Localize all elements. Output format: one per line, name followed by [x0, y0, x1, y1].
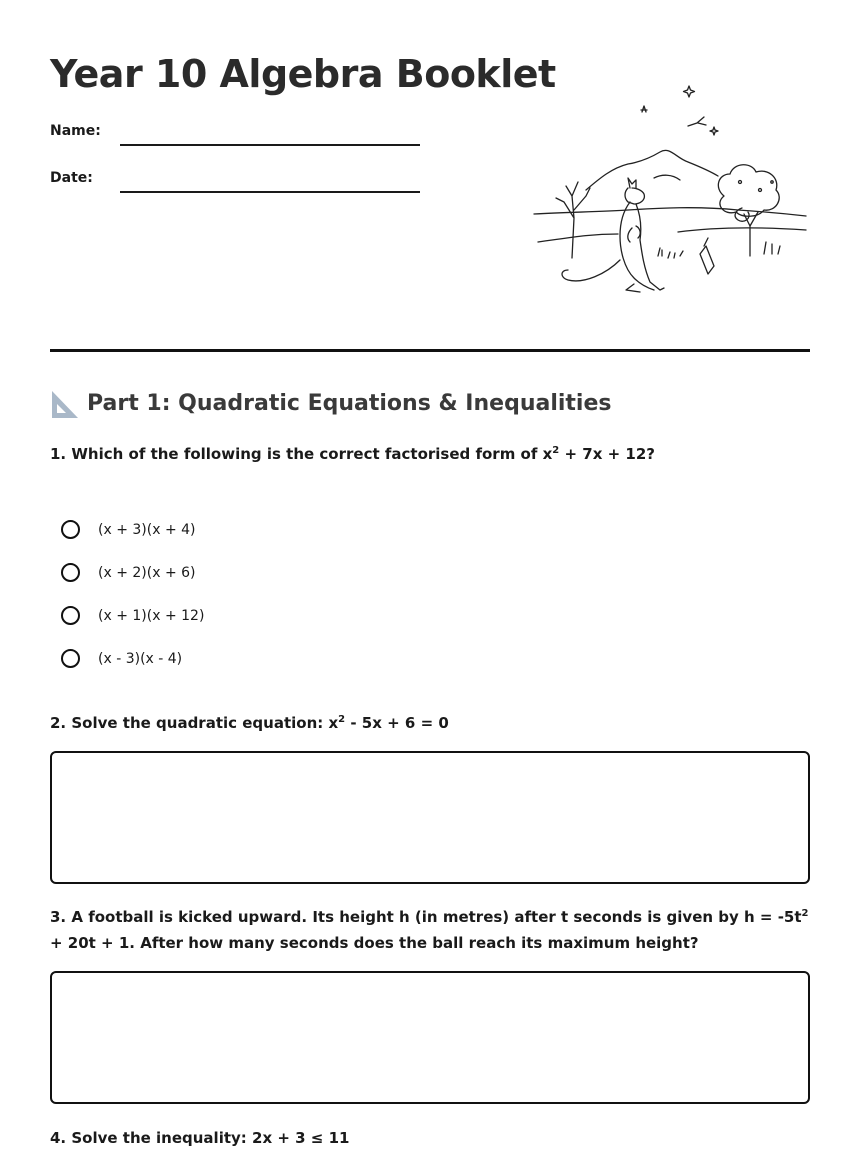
option-label: (x + 3)(x + 4)	[98, 521, 196, 538]
option-1[interactable]	[60, 508, 460, 551]
date-field[interactable]	[50, 163, 430, 193]
radio-button[interactable]	[61, 563, 80, 582]
name-label: Name:	[50, 123, 101, 139]
section-header	[50, 388, 810, 420]
question-2-answer-box[interactable]	[50, 751, 810, 884]
option-4[interactable]	[60, 637, 460, 680]
question-4: 4. Solve the inequality: 2x + 3 ≤ 11	[50, 1129, 350, 1147]
option-label: (x + 2)(x + 6)	[98, 564, 196, 581]
question-2: 2. Solve the quadratic equation: $x^2 - 5x + 6 = 0$	[50, 714, 449, 732]
date-label: Date:	[50, 170, 93, 186]
question-3-answer-box[interactable]	[50, 971, 810, 1104]
question-3: 3. A football is kicked upward. Its height h (in metres) after t seconds is given by $h = -5t^2 + 20t + 1$. After how many seconds does the ball reach its maximum height?	[50, 908, 809, 952]
booklet-title: Year 10 Algebra Booklet	[50, 52, 556, 96]
radio-button[interactable]	[61, 649, 80, 668]
option-3[interactable]	[60, 594, 460, 637]
question-1: 1. Which of the following is the correct factorised form of $x^2 + 7x + 12$?	[50, 445, 655, 463]
set-square-icon	[50, 388, 80, 420]
name-line[interactable]	[120, 144, 420, 146]
name-field[interactable]	[50, 116, 430, 146]
radio-button[interactable]	[61, 520, 80, 539]
option-label: (x - 3)(x - 4)	[98, 650, 183, 667]
option-2[interactable]	[60, 551, 460, 594]
option-label: (x + 1)(x + 12)	[98, 607, 205, 624]
section-divider	[50, 349, 810, 352]
date-line[interactable]	[120, 191, 420, 193]
question-1-options	[60, 508, 460, 680]
kangaroo-landscape-illustration	[528, 78, 813, 300]
radio-button[interactable]	[61, 606, 80, 625]
section-title: Part 1: Quadratic Equations & Inequalities	[87, 391, 612, 416]
